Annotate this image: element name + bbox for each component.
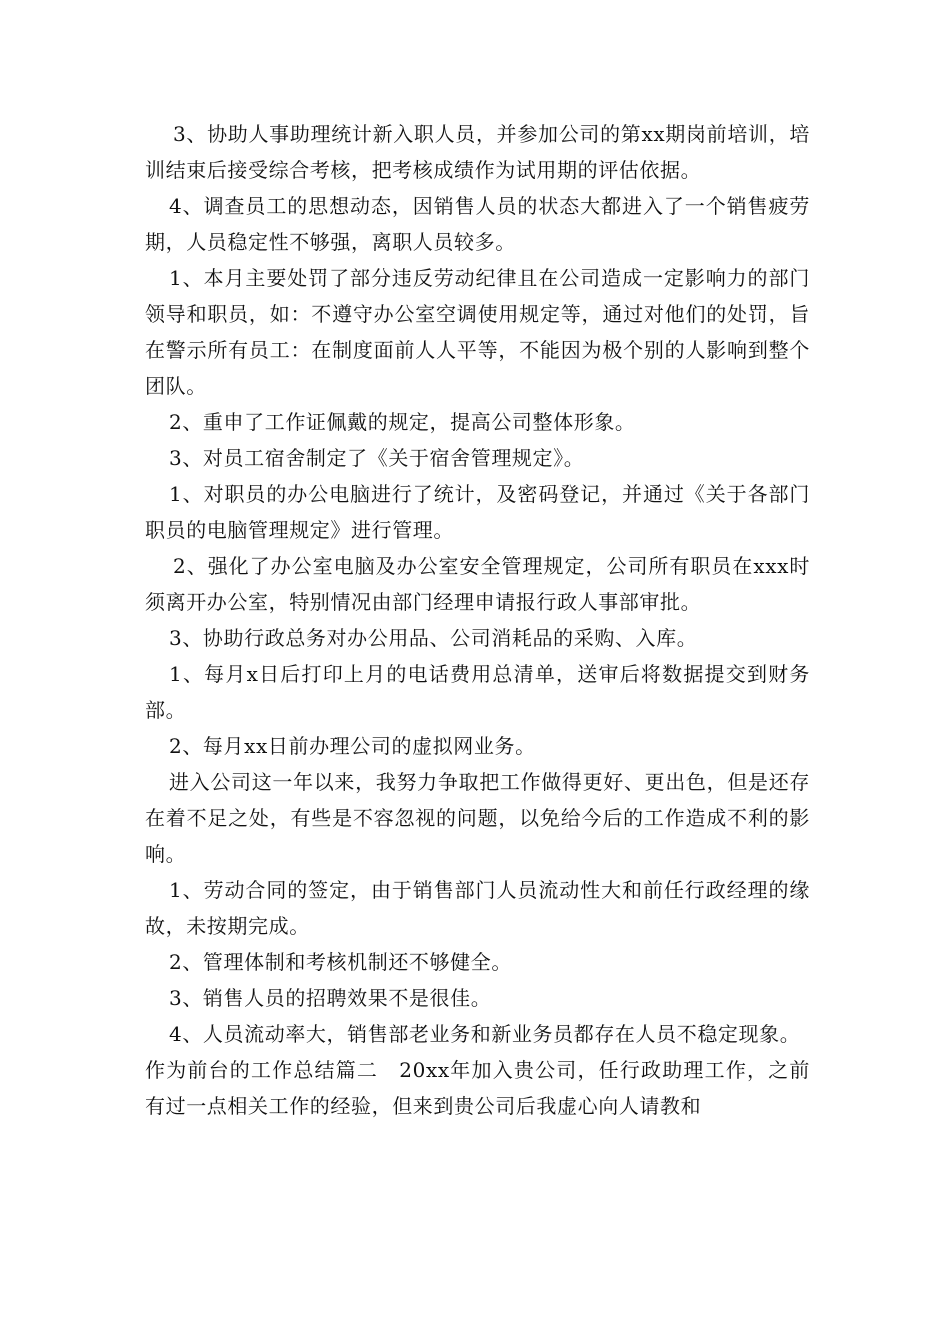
paragraph: 3、协助行政总务对办公用品、公司消耗品的采购、入库。 (169, 626, 698, 650)
paragraph: 3、协助人事助理统计新入职人员，并参加公司的第xx期岗前培训，培训结束后接受综合考核，把考核成绩作为试用期的评估依据。 (145, 122, 810, 182)
paragraph: 4、调查员工的思想动态，因销售人员的状态大都进入了一个销售疲劳期，人员稳定性不够强，离职人员较多。 (145, 194, 810, 254)
document-body (145, 116, 810, 1124)
paragraph: 1、每月x日后打印上月的电话费用总清单，送审后将数据提交到财务部。 (145, 662, 810, 722)
paragraph: 3、对员工宿舍制定了《关于宿舍管理规定》。 (169, 446, 585, 470)
paragraph: 2、每月xx日前办理公司的虚拟网业务。 (169, 734, 536, 758)
paragraph: 进入公司这一年以来，我努力争取把工作做得更好、更出色，但是还存在着不足之处，有些是不容忽视的问题，以免给今后的工作造成不利的影响。 (145, 770, 810, 866)
paragraph: 4、人员流动率大，销售部老业务和新业务员都存在人员不稳定现象。 (169, 1022, 801, 1046)
paragraph: 1、对职员的办公电脑进行了统计，及密码登记，并通过《关于各部门职员的电脑管理规定》进行管理。 (145, 482, 810, 542)
paragraph: 1、劳动合同的签定，由于销售部门人员流动性大和前任行政经理的缘故，未按期完成。 (145, 878, 810, 938)
paragraph: 2、重申了工作证佩戴的规定，提高公司整体形象。 (169, 410, 636, 434)
paragraph-section-heading: 作为前台的工作总结篇二 20xx年加入贵公司，任行政助理工作，之前有过一点相关工作的经验，但来到贵公司后我虚心向人请教和 (145, 1058, 810, 1118)
paragraph: 1、本月主要处罚了部分违反劳动纪律且在公司造成一定影响力的部门领导和职员，如：不遵守办公室空调使用规定等，通过对他们的处罚，旨在警示所有员工：在制度面前人人平等，不能因为极个别的人影响到整个团队。 (145, 266, 810, 398)
paragraph: 2、强化了办公室电脑及办公室安全管理规定，公司所有职员在xxx时须离开办公室，特别情况由部门经理申请报行政人事部审批。 (145, 554, 810, 614)
paragraph: 2、管理体制和考核机制还不够健全。 (169, 950, 512, 974)
paragraph: 3、销售人员的招聘效果不是很佳。 (169, 986, 492, 1010)
